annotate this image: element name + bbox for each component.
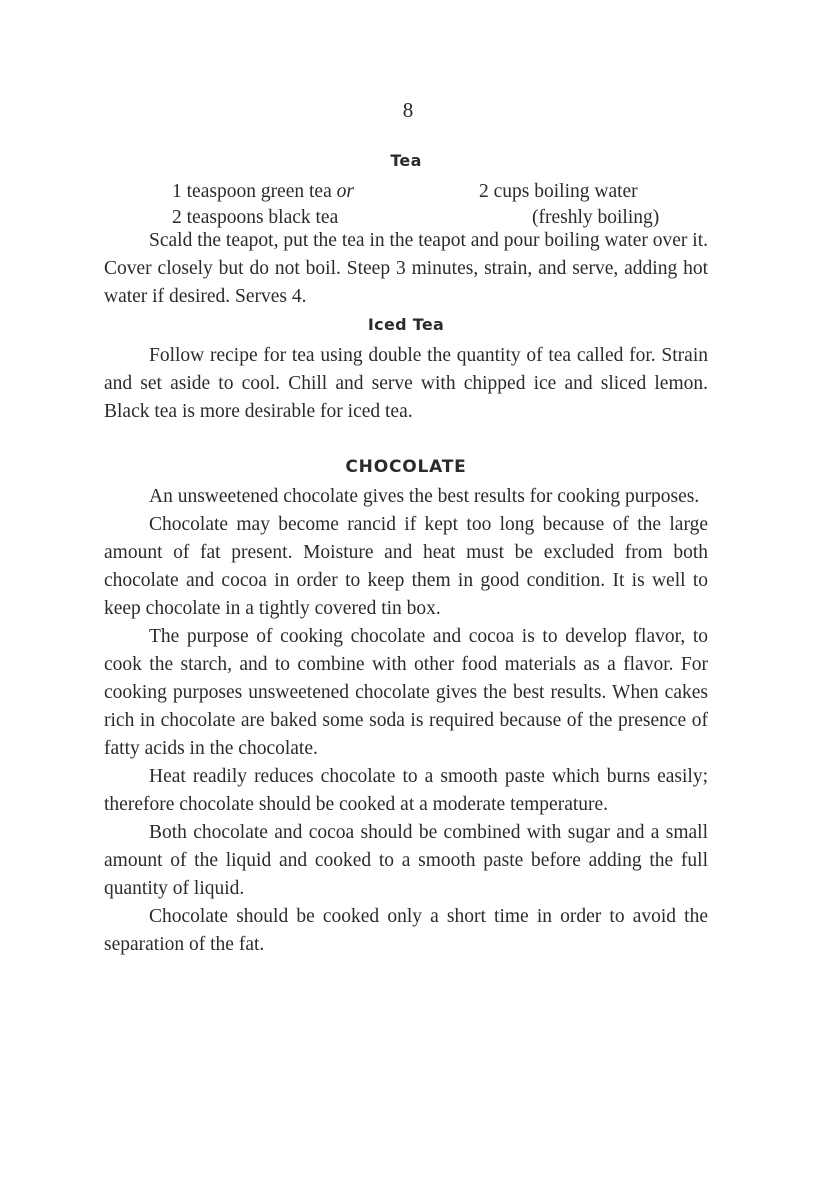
ingredient-line <box>172 179 354 205</box>
chocolate-paragraph: Chocolate should be cooked only a short time in order to avoid the separation of the fat. <box>104 906 708 955</box>
ingredient-line: (freshly boiling) <box>532 207 660 228</box>
chocolate-paragraph: Both chocolate and cocoa should be combined with sugar and a small amount of the liquid and cooked to a smooth paste before adding the full quantity of liquid. <box>104 822 708 899</box>
tea-ingredients-left <box>172 179 354 231</box>
ingredient-line: 2 teaspoons black tea <box>172 207 339 228</box>
chocolate-paragraph: Chocolate may become rancid if kept too long because of the large amount of fat present. Moisture and heat must be excluded from both chocolate and cocoa in order to keep them in good condition. It is well to keep chocolate in a tightly covered tin box. <box>104 514 708 619</box>
chocolate-body <box>104 483 708 959</box>
page-number: 8 <box>402 98 414 122</box>
tea-ingredients-right <box>479 179 659 231</box>
iced-tea-method: Follow recipe for tea using double the quantity of tea called for. Strain and set aside to cool. Chill and serve with chipped ice and sliced lemon. Black tea is more desirable for iced tea. <box>104 345 708 422</box>
tea-ingredients <box>104 179 708 231</box>
iced-tea-heading: Iced Tea <box>367 315 445 334</box>
chocolate-paragraph: Heat readily reduces chocolate to a smooth paste which burns easily; therefore chocolate should be cooked at a moderate temperature. <box>104 766 708 815</box>
ingredient-or: or <box>336 181 354 202</box>
ingredient-line: 2 cups boiling water <box>479 181 638 202</box>
ingredient-text: 1 teaspoon green tea <box>172 181 337 202</box>
chocolate-paragraph: The purpose of cooking chocolate and cocoa is to develop flavor, to cook the starch, and to combine with other food materials as a flavor. For cooking purposes unsweetened chocolate gives the best results. When cakes rich in chocolate are baked some soda is required because of the presence of fatty acids in the chocolate. <box>104 626 708 759</box>
tea-method: Scald the teapot, put the tea in the teapot and pour boiling water over it. Cover closely but do not boil. Steep 3 minutes, strain, and serve, adding hot water if desired. Serves 4. <box>104 230 708 307</box>
chocolate-paragraph: An unsweetened chocolate gives the best results for cooking purposes. <box>149 486 700 507</box>
tea-heading: Tea <box>390 151 422 170</box>
chocolate-heading: CHOCOLATE <box>345 457 467 477</box>
